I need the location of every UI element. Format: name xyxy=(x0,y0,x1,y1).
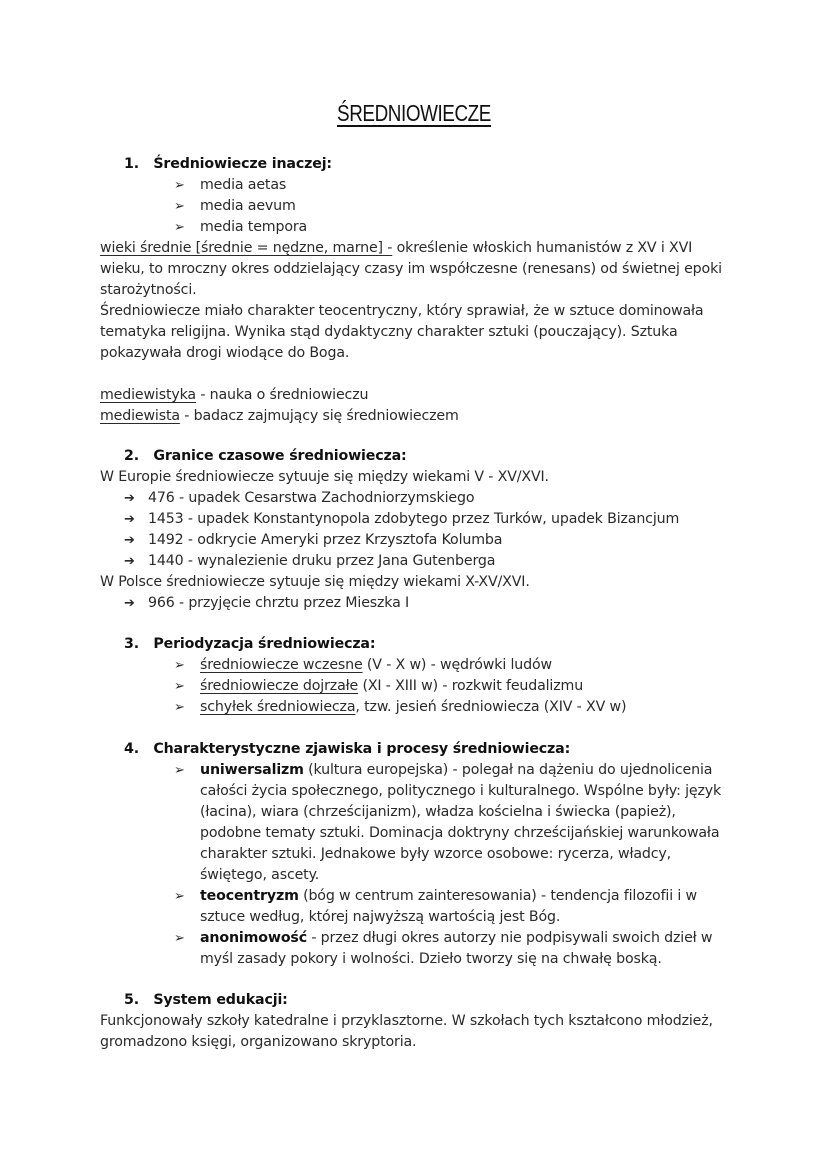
paragraph-line: starożytności. xyxy=(100,282,197,298)
section-3-heading: 3. Periodyzacja średniowiecza: xyxy=(124,636,376,652)
paragraph-line: świętego, ascety. xyxy=(200,867,320,883)
paragraph-line: wieku, to mroczny okres oddzielający czasy im współczesne (renesans) od świetnej epoki xyxy=(100,261,722,277)
bullet-arrowhead-icon: ➢ xyxy=(174,199,185,214)
document-title: ŚREDNIOWIECZE xyxy=(337,100,491,126)
defined-term: wieki średnie [średnie = nędzne, marne] - xyxy=(100,240,393,256)
paragraph-line: gromadzono księgi, organizowano skryptoria. xyxy=(100,1034,417,1050)
paragraph-line: Średniowiecze miało charakter teocentryczny, który sprawiał, że w sztuce dominowała xyxy=(100,303,704,319)
paragraph-line: charakter sztuki. Jednakowe były wzorce osobowe: rycerza, władcy, xyxy=(200,846,672,862)
definition-line: wieki średnie [średnie = nędzne, marne] - określenie włoskich humanistów z XV i XVI xyxy=(100,240,693,256)
list-item: ➢ średniowiecze wczesne (V - X w) - wędrówki ludów xyxy=(174,655,552,676)
list-item: ➔ 476 - upadek Cesarstwa Zachodniorzymskiego xyxy=(124,488,474,509)
paragraph-line: całości życia społecznego, politycznego i kulturalnego. Wspólne były: język xyxy=(200,783,722,799)
list-item: ➢ anonimowość - przez długi okres autorzy nie podpisywali swoich dzieł w xyxy=(174,928,712,949)
paragraph-line: podobne tematy sztuki. Dominacja doktryny chrześcijańskiej warunkowała xyxy=(200,825,720,841)
paragraph-line: sztuce według, której najwyższą wartością jest Bóg. xyxy=(200,909,561,925)
list-item: ➢ media aetas xyxy=(174,175,286,196)
term: anonimowość xyxy=(200,930,307,946)
bullet-arrowhead-icon: ➢ xyxy=(174,178,185,193)
term: teocentryzm xyxy=(200,888,299,904)
term: uniwersalizm xyxy=(200,762,304,778)
bullet-arrowhead-icon: ➢ xyxy=(174,931,185,946)
list-item: ➔ 966 - przyjęcie chrztu przez Mieszka I xyxy=(124,593,409,614)
paragraph-line: myśl zasady pokory i wolności. Dzieło tworzy się na chwałę boską. xyxy=(200,951,662,967)
term: średniowiecze dojrzałe xyxy=(200,678,359,694)
arrow-right-icon: ➔ xyxy=(124,491,135,506)
section-2-heading: 2. Granice czasowe średniowiecza: xyxy=(124,448,407,464)
bullet-arrowhead-icon: ➢ xyxy=(174,220,185,235)
list-item: ➔ 1492 - odkrycie Ameryki przez Krzysztofa Kolumba xyxy=(124,530,502,551)
list-item: ➢ uniwersalizm (kultura europejska) - polegał na dążeniu do ujednolicenia xyxy=(174,760,712,781)
bullet-arrowhead-icon: ➢ xyxy=(174,763,185,778)
list-item: ➔ 1453 - upadek Konstantynopola zdobytego przez Turków, upadek Bizancjum xyxy=(124,509,679,530)
arrow-right-icon: ➔ xyxy=(124,596,135,611)
list-item: ➢ media tempora xyxy=(174,217,307,238)
term-definition: mediewistyka - nauka o średniowieczu xyxy=(100,387,369,403)
paragraph-line: Funkcjonowały szkoły katedralne i przyklasztorne. W szkołach tych kształcono młodzież, xyxy=(100,1013,713,1029)
list-item: ➢ media aevum xyxy=(174,196,296,217)
term-definition: mediewista - badacz zajmujący się średniowieczem xyxy=(100,408,459,424)
arrow-right-icon: ➔ xyxy=(124,512,135,527)
section-5-heading: 5. System edukacji: xyxy=(124,992,288,1008)
term: średniowiecze wczesne xyxy=(200,657,363,673)
term: schyłek średniowiecza xyxy=(200,699,356,715)
list-item: ➢ schyłek średniowiecza, tzw. jesień średniowiecza (XIV - XV w) xyxy=(174,697,626,718)
term: mediewistyka xyxy=(100,387,196,403)
paragraph-line: pokazywała drogi wiodące do Boga. xyxy=(100,345,350,361)
bullet-arrowhead-icon: ➢ xyxy=(174,700,185,715)
paragraph-line: W Europie średniowiecze sytuuje się między wiekami V - XV/XVI. xyxy=(100,469,549,485)
bullet-arrowhead-icon: ➢ xyxy=(174,679,185,694)
arrow-right-icon: ➔ xyxy=(124,533,135,548)
paragraph-line: (łacina), wiara (chrześcijanizm), władza kościelna i świecka (papież), xyxy=(200,804,676,820)
list-item: ➢ teocentryzm (bóg w centrum zainteresowania) - tendencja filozofii i w xyxy=(174,886,697,907)
list-item: ➔ 1440 - wynalezienie druku przez Jana Gutenberga xyxy=(124,551,495,572)
paragraph-line: tematyka religijna. Wynika stąd dydaktyczny charakter sztuki (pouczający). Sztuka xyxy=(100,324,678,340)
paragraph-line: W Polsce średniowiecze sytuuje się między wiekami X-XV/XVI. xyxy=(100,574,530,590)
term: mediewista xyxy=(100,408,180,424)
section-4-heading: 4. Charakterystyczne zjawiska i procesy średniowiecza: xyxy=(124,741,571,757)
bullet-arrowhead-icon: ➢ xyxy=(174,889,185,904)
section-1-heading: 1. Średniowiecze inaczej: xyxy=(124,156,332,172)
list-item: ➢ średniowiecze dojrzałe (XI - XIII w) - rozkwit feudalizmu xyxy=(174,676,583,697)
bullet-arrowhead-icon: ➢ xyxy=(174,658,185,673)
arrow-right-icon: ➔ xyxy=(124,554,135,569)
